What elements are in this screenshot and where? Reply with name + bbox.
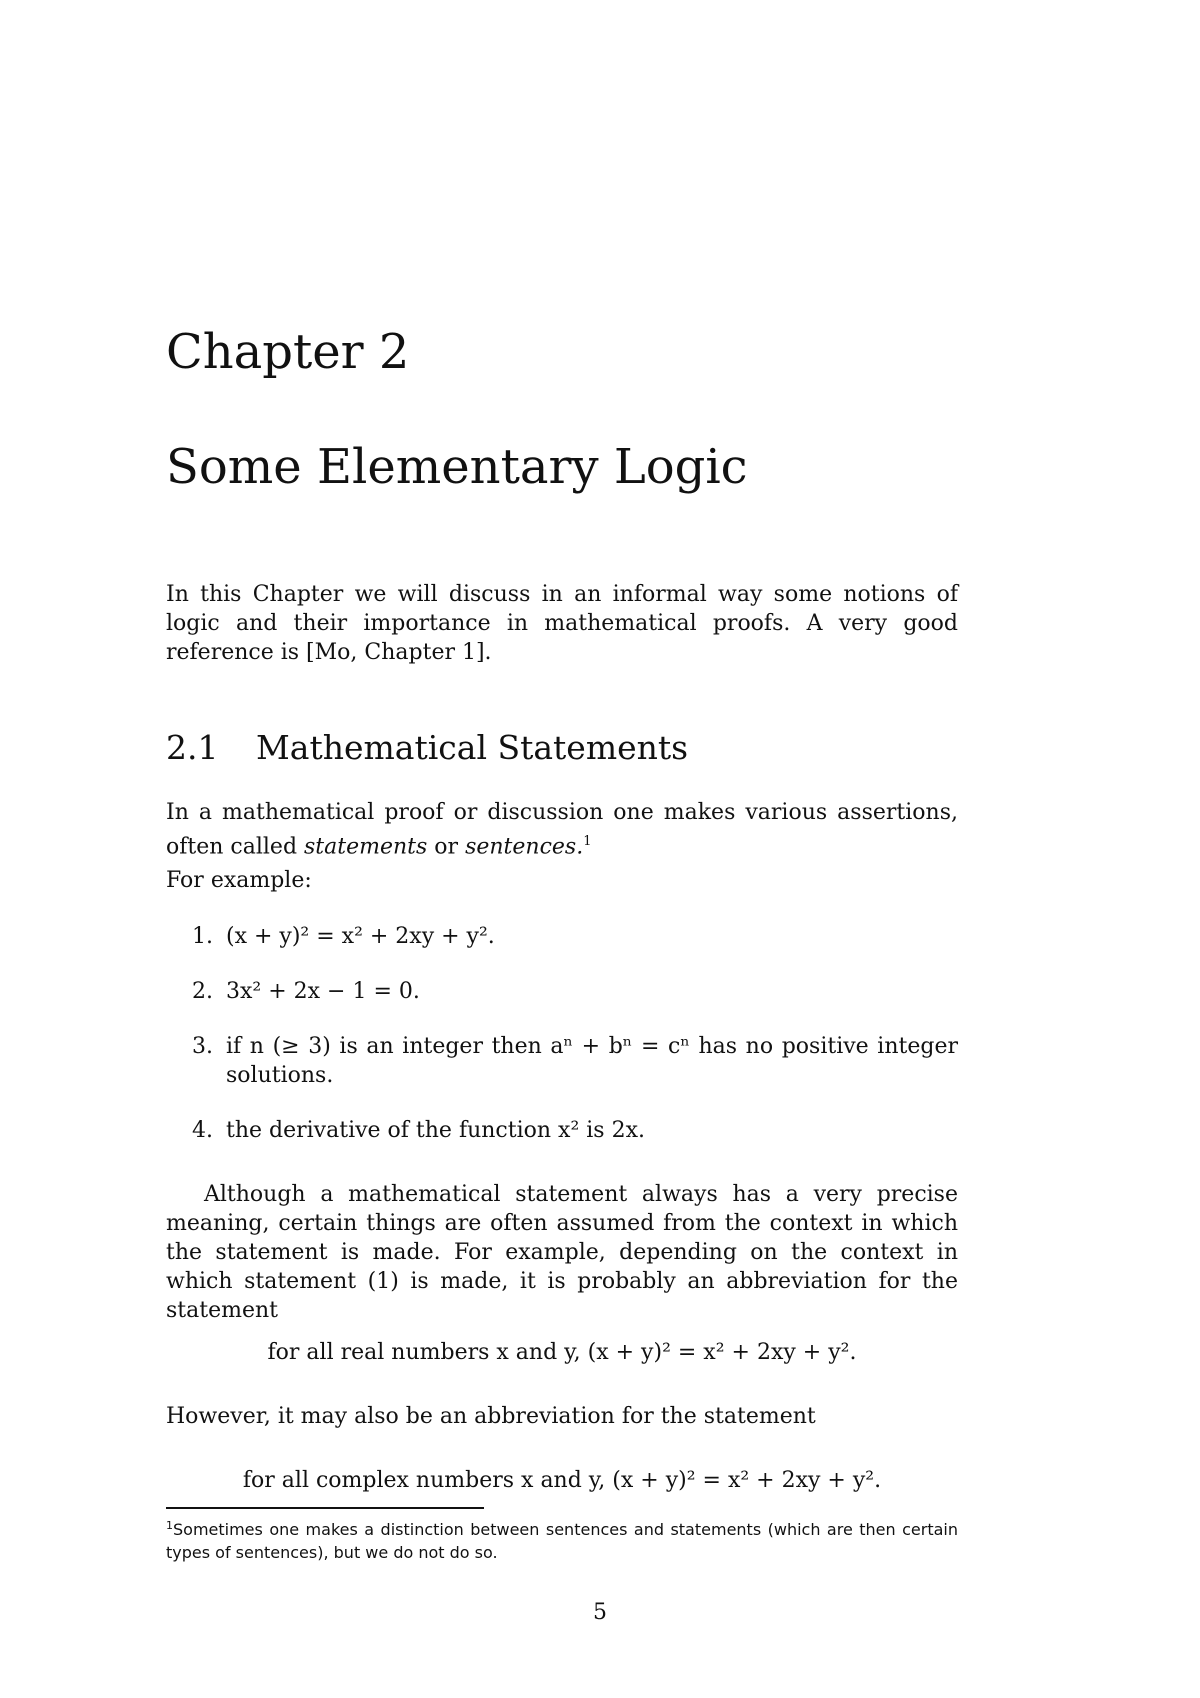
paragraph-however: However, it may also be an abbreviation for the statement: [166, 1404, 816, 1429]
footnote-mark: 1: [166, 1519, 173, 1532]
display-statement-complex: for all complex numbers x and y, (x + y)² = x² + 2xy + y².: [242, 1468, 882, 1493]
paragraph-statements: [166, 798, 958, 861]
page-number: 5: [593, 1600, 607, 1625]
paragraph-text: In a mathematical proof or discussion one makes various assertions, often called: [166, 800, 958, 860]
chapter-title: Some Elementary Logic: [166, 439, 748, 495]
list-item: [166, 922, 958, 951]
list-item-number: 1.: [192, 924, 213, 949]
display-statement-real: for all real numbers x and y, (x + y)² = x² + 2xy + y².: [267, 1340, 857, 1365]
section-number: 2.1: [166, 728, 219, 767]
footnote-text: Sometimes one makes a distinction between sentences and statements (which are then certain types of sentences), but we do not do so.: [166, 1520, 958, 1562]
chapter-label: Chapter 2: [166, 324, 410, 380]
footnote-divider: [166, 1507, 484, 1509]
example-label: For example:: [166, 868, 312, 893]
example-list: [166, 922, 958, 1171]
section-heading: [166, 726, 958, 770]
list-item-number: 4.: [192, 1118, 213, 1143]
section-title: Mathematical Statements: [256, 728, 689, 767]
list-item-number: 2.: [192, 979, 213, 1004]
paragraph-text: or: [427, 834, 466, 860]
term-sentences: sentences.: [465, 834, 584, 860]
footnote: [166, 1514, 958, 1564]
intro-paragraph: In this Chapter we will discuss in an informal way some notions of logic and their importance in mathematical proofs. A very good reference is [Mo, Chapter 1].: [166, 582, 958, 665]
list-item: [166, 977, 958, 1006]
list-item-text: the derivative of the function x² is 2x.: [226, 1118, 645, 1143]
list-item: [166, 1116, 958, 1145]
paragraph-context: Although a mathematical statement always has a very precise meaning, certain things are often assumed from the context in which the statement is made. For example, depending on the context in which statement (1) is made, it is probably an abbreviation for the statement: [166, 1182, 958, 1323]
list-item-text: if n (≥ 3) is an integer then aⁿ + bⁿ = cⁿ has no positive integer solutions.: [226, 1034, 958, 1088]
list-item-text: (x + y)² = x² + 2xy + y².: [226, 924, 495, 949]
list-item: [166, 1032, 958, 1090]
term-statements: statements: [304, 834, 428, 860]
footnote-reference: 1: [583, 834, 592, 849]
list-item-text: 3x² + 2x − 1 = 0.: [226, 979, 420, 1004]
list-item-number: 3.: [192, 1034, 213, 1059]
